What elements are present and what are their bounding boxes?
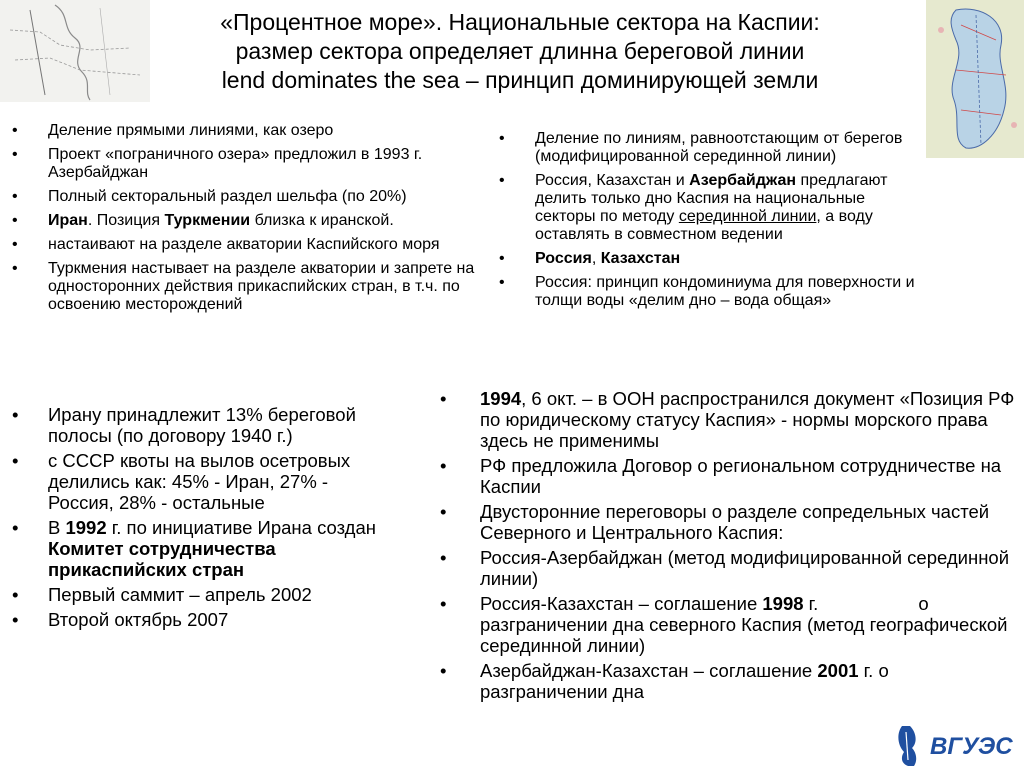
list-item: • Первый саммит – апрель 2002 (48, 584, 393, 605)
list-item: • настаивают на разделе акватории Каспийского моря (48, 236, 493, 254)
list-item: • Россия-Азербайджан (метод модифицированной серединной линии) (480, 547, 1015, 589)
caspian-sector-map-right (926, 0, 1024, 158)
list-item: • Двусторонние переговоры о разделе сопредельных частей Северного и Центрального Каспия: (480, 501, 1015, 543)
left-top-bullet-list (48, 122, 493, 320)
list-item: • Второй октябрь 2007 (48, 609, 393, 630)
left-bottom-bullet-list (48, 404, 393, 634)
list-item: • В 1992 г. по инициативе Ирана создан Комитет сотрудничества прикаспийских стран (48, 517, 393, 580)
list-item: • РФ предложила Договор о региональном сотрудничестве на Каспии (480, 455, 1015, 497)
list-item: • Иран. Позиция Туркмении близка к иранской. (48, 212, 493, 230)
title-line-3: lend dominates the sea – принцип доминирующей земли (221, 67, 819, 93)
list-item: • 1994, 6 окт. – в ООН распространился документ «Позиция РФ по юридическому статусу Каспия» - нормы морского права здесь не применимы (480, 388, 1015, 451)
caspian-sector-map-left (0, 0, 150, 102)
list-item: • Деление по линиям, равноотстающим от берегов (модифицированной серединной линии) (535, 130, 925, 166)
list-item: • Туркмения настывает на разделе акватории и запрете на односторонних действия прикаспийских стран, в т.ч. по освоению месторождений (48, 260, 493, 314)
list-item: • с СССР квоты на вылов осетровых делились как: 45% - Иран, 27% - Россия, 28% - остальные (48, 450, 393, 513)
list-item: • Россия-Казахстан – соглашение 1998 г. о разграничении дна северного Каспия (метод географической серединной линии) (480, 593, 1015, 656)
list-item: • Деление прямыми линиями, как озеро (48, 122, 493, 140)
logo-text: ВГУЭС (930, 733, 1013, 760)
list-item: • Россия, Казахстан (535, 250, 925, 268)
list-item: • Россия, Казахстан и Азербайджан предлагают делить только дно Каспия на национальные секторы по методу серединной линии, а воду оставлять в совместном ведении (535, 172, 925, 244)
list-item: • Полный секторальный раздел шельфа (по 20%) (48, 188, 493, 206)
right-top-bullet-list (535, 130, 925, 316)
title-line-1: «Процентное море». Национальные сектора на Каспии: (220, 9, 820, 35)
slide-title (150, 8, 890, 95)
list-item: • Проект «пограничного озера» предложил в 1993 г. Азербайджан (48, 146, 493, 182)
university-logo (890, 720, 1024, 768)
list-item: • Россия: принцип кондоминиума для поверхности и толщи воды «делим дно – вода общая» (535, 274, 925, 310)
list-item: • Азербайджан-Казахстан – соглашение 2001 г. о разграничении дна (480, 660, 1015, 702)
title-line-2: размер сектора определяет длинна береговой линии (235, 38, 805, 64)
right-bottom-bullet-list (480, 388, 1015, 706)
list-item: • Ирану принадлежит 13% береговой полосы (по договору 1940 г.) (48, 404, 393, 446)
